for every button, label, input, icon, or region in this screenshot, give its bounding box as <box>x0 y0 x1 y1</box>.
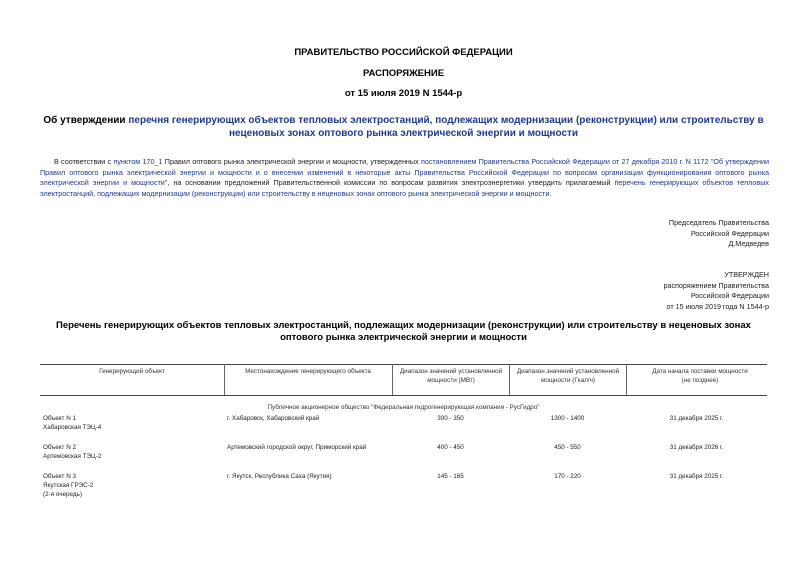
signature-line-2: Российской Федерации <box>690 228 769 238</box>
row-power: 400 - 450 <box>437 444 464 451</box>
body-paragraph <box>40 157 769 199</box>
row-object: Объект N 3 <box>43 473 76 480</box>
row-heat: 450 - 550 <box>554 444 581 451</box>
row-name-suffix: (2-я очередь) <box>43 491 82 498</box>
row-date: 31 декабря 2025 г. <box>669 415 724 422</box>
document-type: РАСПОРЯЖЕНИЕ <box>362 68 445 79</box>
approved-line-1: УТВЕРЖДЕН <box>724 270 769 279</box>
row-location: г. Хабаровск, Хабаровский край <box>227 415 320 422</box>
table-top-border <box>40 364 767 365</box>
header-heat: Диапазон значений установленной мощности (Гкал/ч) <box>516 368 620 384</box>
signature-line-3: Д.Медведев <box>728 239 769 248</box>
header-power: Диапазон значений установленной мощности (МВт) <box>399 368 503 384</box>
body-link-clause[interactable]: пунктом 170_1 <box>113 157 163 166</box>
body-text-2: Правил оптового рынка электрической энергии и мощности, утвержденных <box>162 157 421 166</box>
row-location: Артемовский городской округ, Приморский край <box>227 444 367 451</box>
approved-block <box>469 270 769 312</box>
col-divider-2 <box>392 364 393 395</box>
list-title: Перечень генерирующих объектов тепловых электростанций, подлежащих модернизации (реконструкции) или строительству в неценовых зонах оптового рынка электрической энергии и мощности <box>56 320 751 343</box>
header-object: Генерирующий объект <box>99 368 165 375</box>
body-text-3: , на основании предложений Правительственной комиссии по вопросам развития электроэнергетики утвердить прилагаемый <box>167 178 615 187</box>
body-link-decree[interactable]: постановлением Правительства Российской Федерации от 27 декабря 2010 г. N 1172 "Об утверждении Правил оптового рынка электрической энергии и мощности и о внесении изменений в некоторые акты Правительства Российской Федерации по вопросам организации функционирования оптового рынка электрической энергии и мощности" <box>40 157 769 187</box>
col-divider-4 <box>626 364 627 395</box>
table-row <box>43 414 101 432</box>
row-date: 31 декабря 2026 г. <box>669 444 724 451</box>
government-name: ПРАВИТЕЛЬСТВО РОССИЙСКОЙ ФЕДЕРАЦИИ <box>294 47 513 58</box>
signature-line-1: Председатель Правительства <box>668 218 769 227</box>
header-date: Дата начала поставки мощности (не позднее) <box>652 368 748 384</box>
approved-line-2: распоряжением Правительства <box>663 280 769 290</box>
col-divider-1 <box>224 364 225 395</box>
approved-line-3: Российской Федерации <box>690 291 769 300</box>
col-divider-3 <box>509 364 510 395</box>
title-link[interactable]: перечня генерирующих объектов тепловых электростанций, подлежащих модернизации (реконструкции) или строительству в неценовых зонах оптового рынка электрической энергии и мощности <box>128 115 764 139</box>
header-location: Местонахождение генерирующего объекта <box>245 368 371 375</box>
signature-block <box>469 218 769 250</box>
row-object: Объект N 1 <box>43 415 76 422</box>
row-object: Объект N 2 <box>43 444 76 451</box>
body-text-4: . <box>549 188 552 198</box>
table-row <box>43 443 101 461</box>
row-power: 145 - 165 <box>437 473 464 480</box>
table-header-border <box>40 395 767 396</box>
row-name: Артемовская ТЭЦ-2 <box>43 453 102 460</box>
row-power: 300 - 350 <box>437 415 464 422</box>
document-date-number: от 15 июля 2019 N 1544-р <box>344 88 463 99</box>
table-group-row: Публичное акционерное общество "Федеральная гидрогенерирующая компания - РусГидро" <box>267 404 540 411</box>
row-name: Хабаровская ТЭЦ-4 <box>43 424 102 431</box>
title-lead: Об утверждении <box>43 115 129 126</box>
row-heat: 170 - 220 <box>554 473 581 480</box>
row-heat: 1300 - 1400 <box>550 415 585 422</box>
row-name: Якутская ГРЭС-2 <box>43 482 94 489</box>
row-date: 31 декабря 2025 г. <box>669 473 724 480</box>
body-link-list[interactable]: перечень генерирующих объектов тепловых электростанций, подлежащих модернизации (реконструкции) или строительству в неценовых зонах оптового рынка электрической энергии и мощности <box>40 178 769 198</box>
document-title <box>40 114 767 140</box>
body-text-1: В соответствии с <box>54 157 114 166</box>
table-row <box>43 472 93 499</box>
approved-line-4: от 15 июля 2019 года N 1544-р <box>666 301 769 311</box>
row-location: г. Якутск, Республика Саха (Якутия) <box>227 473 332 480</box>
